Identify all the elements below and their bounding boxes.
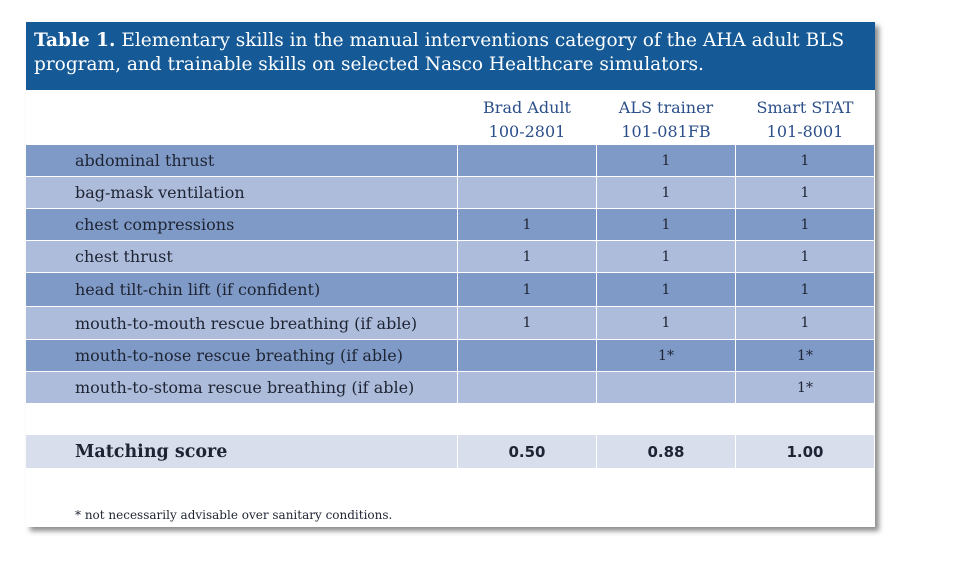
table-label: Table 1.: [34, 30, 116, 51]
footnote: * not necessarily advisable over sanitary conditions.: [75, 508, 393, 522]
value-cell: 1*: [597, 340, 735, 371]
value-cell: 1: [597, 307, 735, 339]
table-row: [26, 340, 875, 371]
caption-line-1: Elementary skills in the manual interventions category of the AHA adult BLS: [115, 30, 845, 51]
value-cell: 1: [458, 307, 596, 339]
value-cell: [458, 340, 596, 371]
skill-cell: abdominal thrust: [26, 145, 457, 176]
value-cell: 1: [597, 177, 735, 208]
value-cell: 1: [458, 273, 596, 306]
table-row: [26, 372, 875, 403]
table-row: [26, 273, 875, 306]
value-cell: [458, 372, 596, 403]
skill-cell: mouth-to-mouth rescue breathing (if able): [26, 307, 457, 339]
value-cell: 1: [597, 273, 735, 306]
value-cell: 1: [736, 145, 874, 176]
score-label: Matching score: [26, 435, 457, 468]
value-cell: 1: [597, 145, 735, 176]
column-code: 100-2801: [488, 122, 566, 141]
skill-cell: bag-mask ventilation: [26, 177, 457, 208]
column-name: Smart STAT: [756, 98, 854, 117]
column-header-als-trainer: [597, 96, 735, 144]
skill-cell: mouth-to-nose rescue breathing (if able): [26, 340, 457, 371]
column-header-brad-adult: [458, 96, 596, 144]
table-caption: [26, 22, 875, 90]
value-cell: 1: [736, 273, 874, 306]
matching-score-row: [26, 435, 875, 468]
value-cell: 1: [736, 307, 874, 339]
score-value: 0.88: [597, 435, 735, 468]
column-name: ALS trainer: [618, 98, 714, 117]
skill-cell: mouth-to-stoma rescue breathing (if able): [26, 372, 457, 403]
caption-line-2: program, and trainable skills on selected Nasco Healthcare simulators.: [34, 54, 704, 75]
value-cell: 1: [597, 241, 735, 272]
value-cell: 1: [458, 209, 596, 240]
column-code: 101-081FB: [621, 122, 711, 141]
value-cell: 1*: [736, 372, 874, 403]
column-header-smart-stat: [736, 96, 874, 144]
score-value: 0.50: [458, 435, 596, 468]
value-cell: 1*: [736, 340, 874, 371]
table-row: [26, 307, 875, 339]
value-cell: 1: [597, 209, 735, 240]
value-cell: 1: [736, 177, 874, 208]
value-cell: 1: [736, 241, 874, 272]
value-cell: [458, 145, 596, 176]
table-row: [26, 145, 875, 176]
value-cell: 1: [458, 241, 596, 272]
table-row: [26, 209, 875, 240]
value-cell: [597, 372, 735, 403]
skill-cell: head tilt-chin lift (if confident): [26, 273, 457, 306]
table-row: [26, 241, 875, 272]
skill-cell: chest compressions: [26, 209, 457, 240]
column-name: Brad Adult: [483, 98, 571, 117]
score-value: 1.00: [736, 435, 874, 468]
skill-cell: chest thrust: [26, 241, 457, 272]
value-cell: [458, 177, 596, 208]
table-row: [26, 177, 875, 208]
table-card: [26, 22, 875, 527]
column-code: 101-8001: [766, 122, 844, 141]
value-cell: 1: [736, 209, 874, 240]
